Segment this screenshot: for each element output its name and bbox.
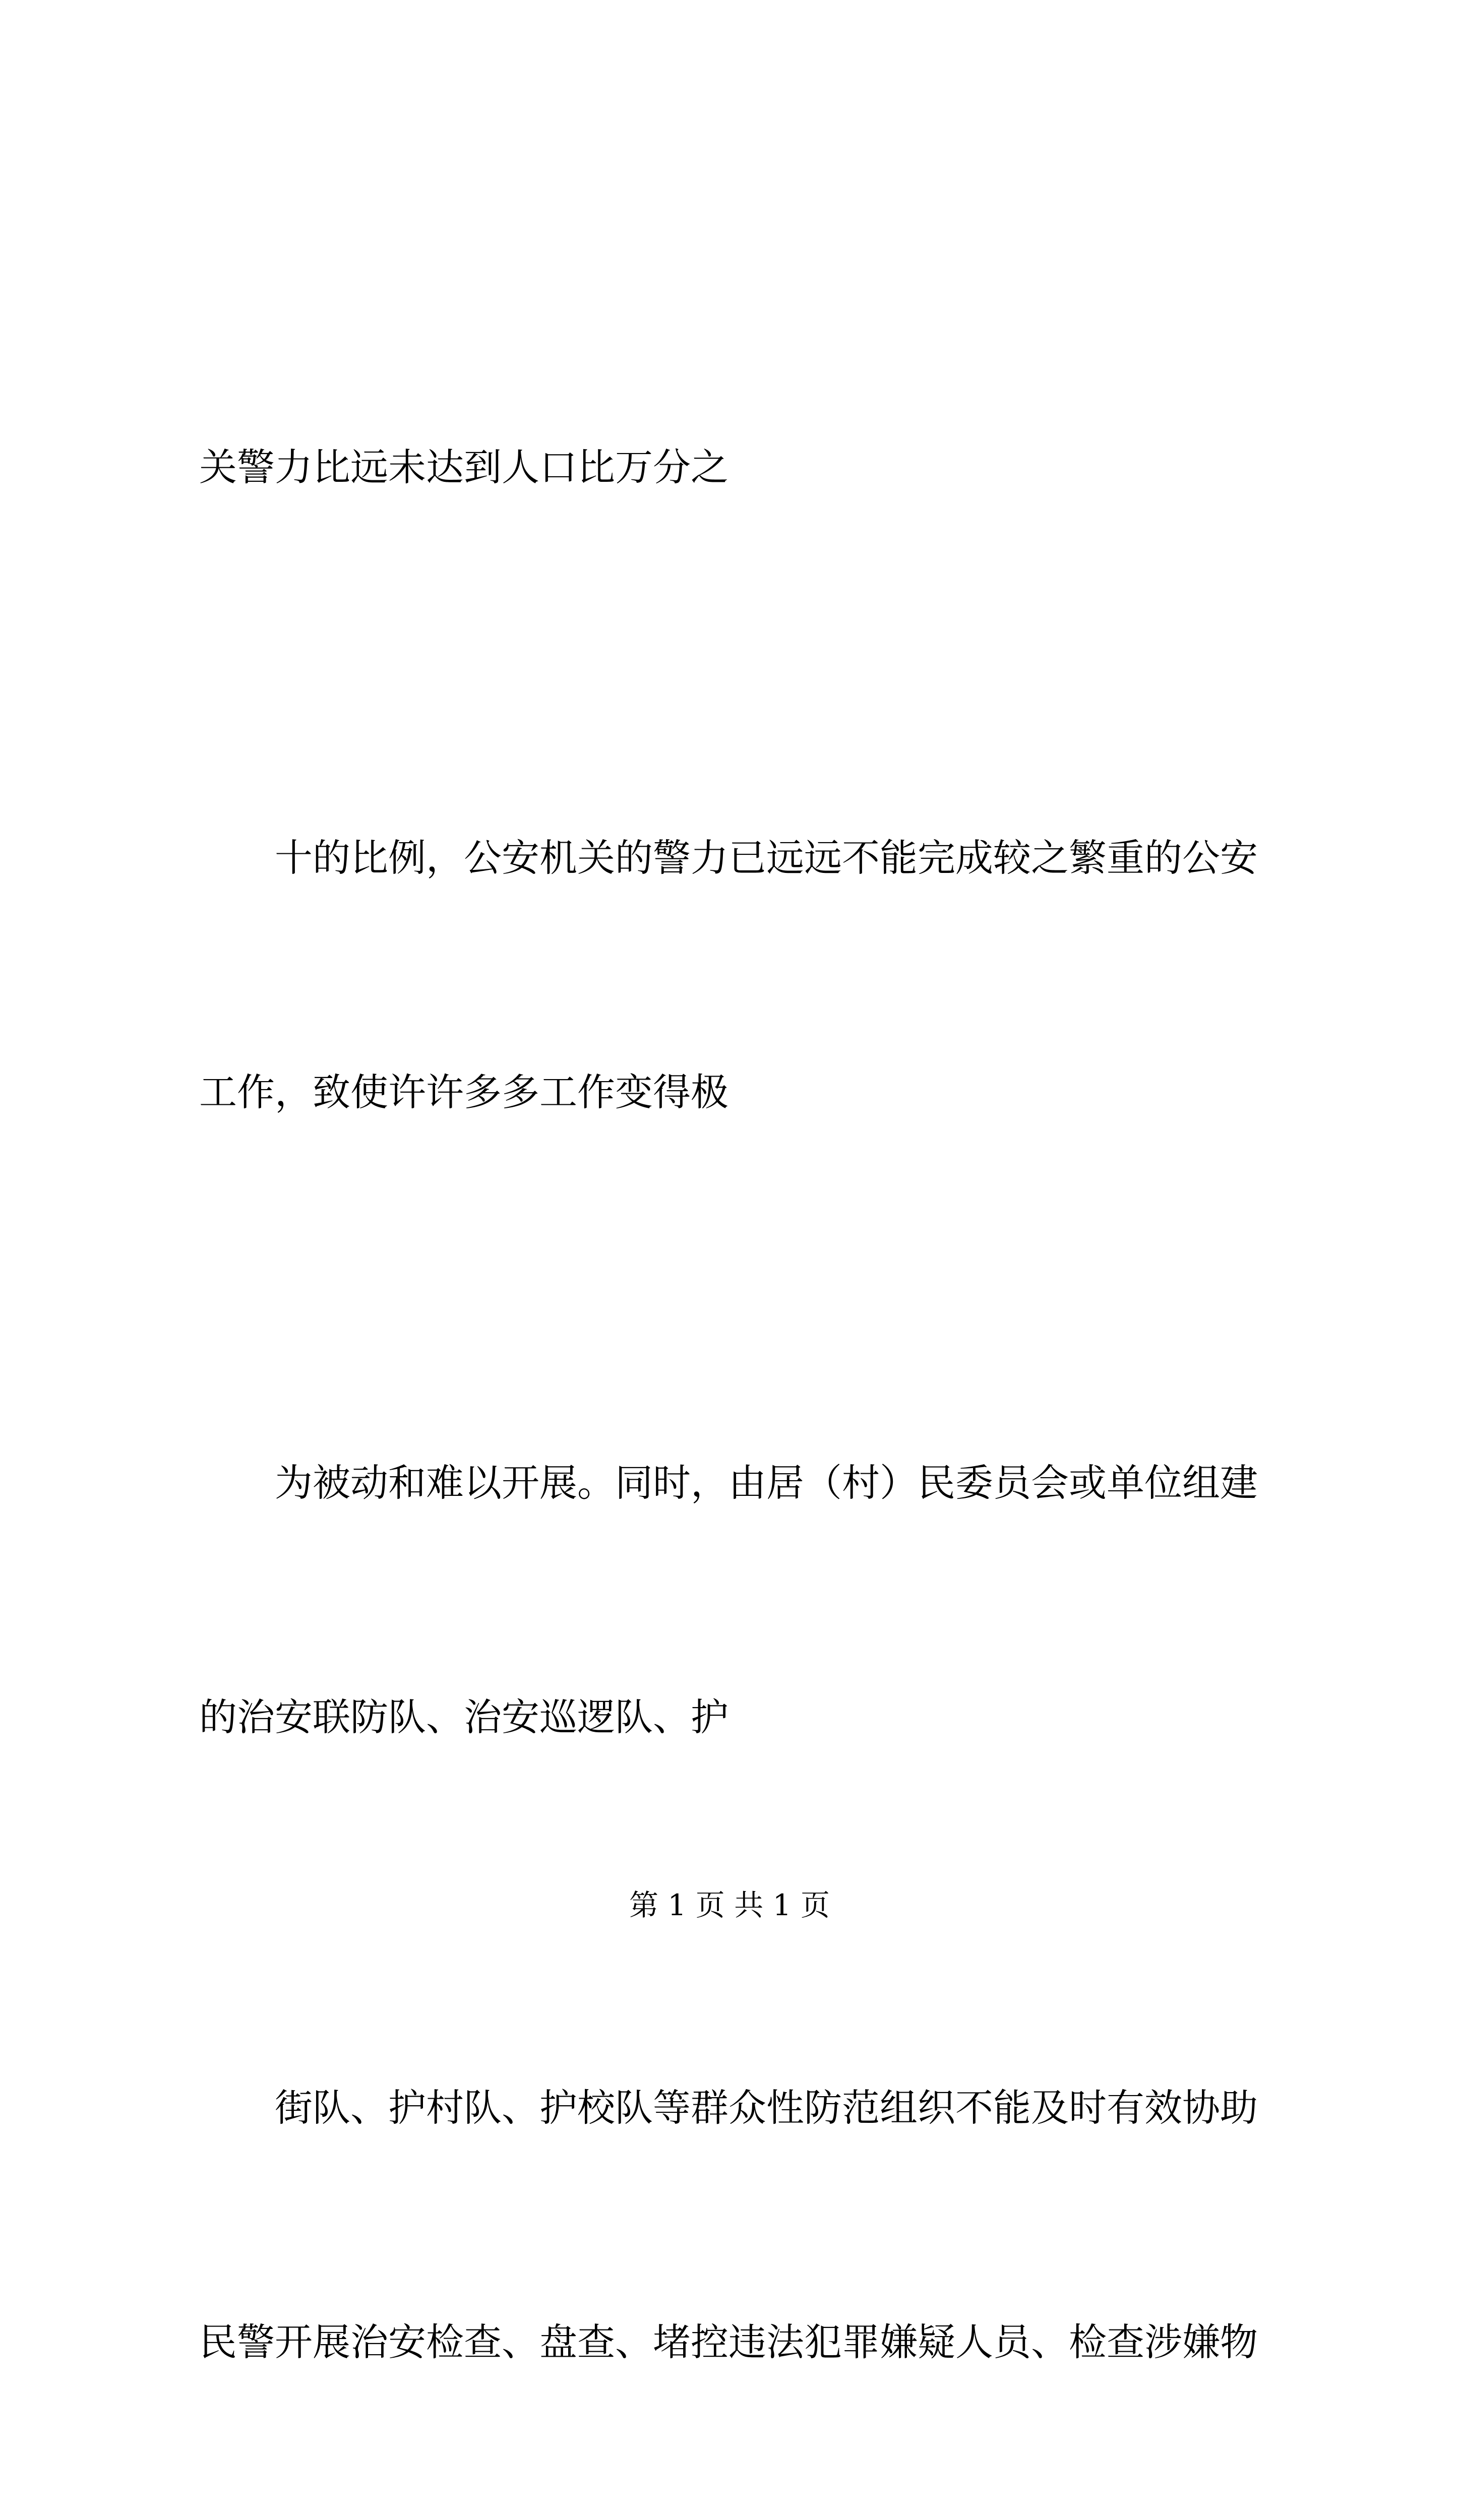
paragraph <box>199 272 1298 663</box>
page-number: 第 1 页 共 1 页 <box>629 1888 830 1922</box>
document-body <box>199 272 1298 2520</box>
text-line: 的治安联防队、治安巡逻队、护 <box>199 1695 729 1739</box>
text-line: 为被动和难以开展。同时，由居（村）民委员会或单位组建 <box>199 1461 1258 1505</box>
paragraph <box>199 1913 1298 2520</box>
text-line: 街队、护村队、护校队等群众性防范组织不能及时有效协助 <box>199 2086 1258 2130</box>
text-line: 十的比例，公安机关的警力已远远不能完成较之繁重的公安 <box>199 836 1258 880</box>
paragraph <box>199 663 1298 1288</box>
paragraph <box>199 1288 1298 1913</box>
text-line: 民警开展治安检查、盘查、堵控违法犯罪嫌疑人员、检查涉嫌物 <box>199 2320 1258 2364</box>
page-footer <box>0 1887 1459 1923</box>
text-line: 工作，致使许许多多工作变得极 <box>199 1070 729 1114</box>
text-line: 关警力比远未达到人口比万分之 <box>199 445 729 489</box>
